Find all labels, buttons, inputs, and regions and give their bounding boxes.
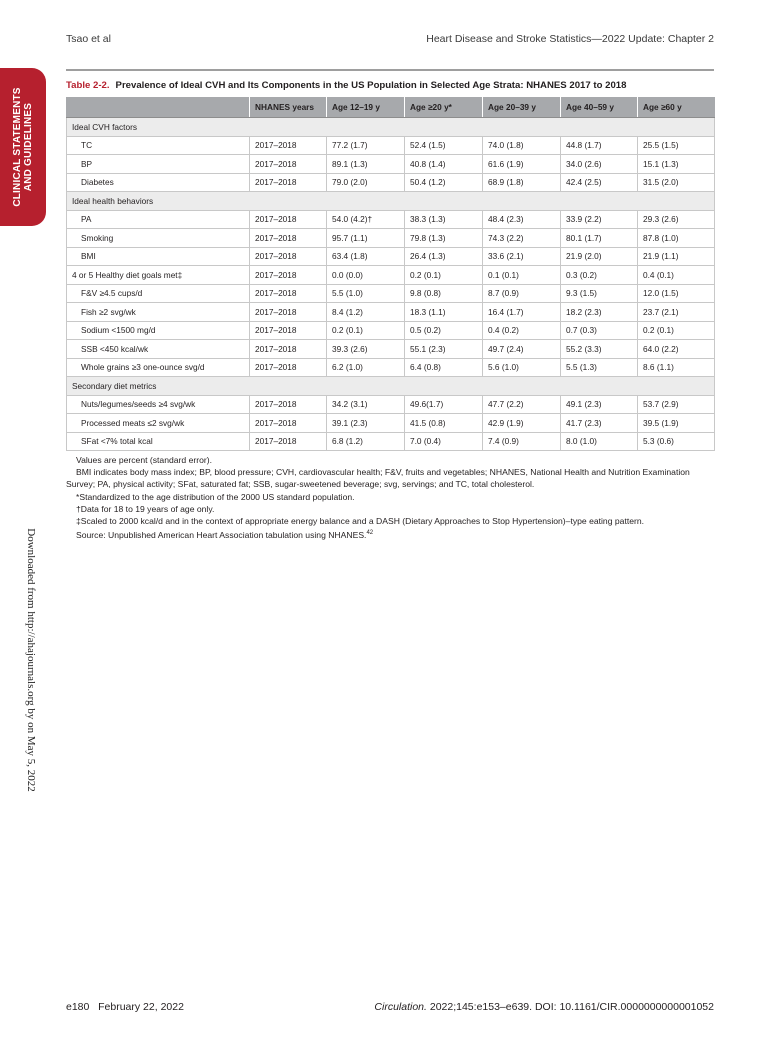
table-row-ssb	[67, 340, 715, 359]
cell-age-60-plus: 87.8 (1.0)	[638, 229, 715, 248]
table-title: Prevalence of Ideal CVH and Its Components in the US Population in Selected Age Strata: NHANES 2017 to 2018	[115, 80, 627, 91]
cell-age-12-19: 79.0 (2.0)	[327, 173, 405, 192]
page-footer-right	[374, 1001, 714, 1013]
row-label: 4 or 5 Healthy diet goals met‡	[67, 266, 250, 285]
footnote-scaled: ‡Scaled to 2000 kcal/d and in the context of appropriate energy balance and a DASH (Dietary Approaches to Stop Hypertension)–type eating pattern.	[76, 516, 645, 527]
table-row-nuts	[67, 395, 715, 414]
cell-age-20-plus: 50.4 (1.2)	[405, 173, 483, 192]
table-row-fish	[67, 303, 715, 322]
cell-age-60-plus: 23.7 (2.1)	[638, 303, 715, 322]
table-label: Table 2-2.	[66, 80, 110, 91]
citation: 2022;145:e153–e639. DOI: 10.1161/CIR.0000000000001052	[426, 1001, 714, 1013]
cell-years: 2017–2018	[250, 432, 327, 451]
cell-years: 2017–2018	[250, 321, 327, 340]
cell-age-20-39: 74.3 (2.2)	[483, 229, 561, 248]
cell-age-60-plus: 0.2 (0.1)	[638, 321, 715, 340]
cell-age-12-19: 5.5 (1.0)	[327, 284, 405, 303]
cell-age-12-19: 8.4 (1.2)	[327, 303, 405, 322]
row-label: TC	[67, 136, 250, 155]
cell-years: 2017–2018	[250, 210, 327, 229]
cell-years: 2017–2018	[250, 247, 327, 266]
cell-age-20-plus: 7.0 (0.4)	[405, 432, 483, 451]
table-row-tc	[67, 136, 715, 155]
cell-age-60-plus: 21.9 (1.1)	[638, 247, 715, 266]
cell-age-40-59: 9.3 (1.5)	[561, 284, 638, 303]
cell-age-40-59: 42.4 (2.5)	[561, 173, 638, 192]
table-row-whole-grains	[67, 358, 715, 377]
footnote-source	[66, 527, 716, 541]
cell-age-12-19: 89.1 (1.3)	[327, 155, 405, 174]
cell-age-12-19: 54.0 (4.2)†	[327, 210, 405, 229]
row-label: SFat <7% total kcal	[67, 432, 250, 451]
cell-age-40-59: 80.1 (1.7)	[561, 229, 638, 248]
table-caption	[66, 71, 714, 97]
cell-age-60-plus: 29.3 (2.6)	[638, 210, 715, 229]
cell-years: 2017–2018	[250, 284, 327, 303]
row-label: BMI	[67, 247, 250, 266]
cell-age-12-19: 0.0 (0.0)	[327, 266, 405, 285]
cell-age-20-plus: 49.6(1.7)	[405, 395, 483, 414]
cell-age-12-19: 34.2 (3.1)	[327, 395, 405, 414]
footnote-age-data: †Data for 18 to 19 years of age only.	[76, 503, 215, 514]
footnote-standardized: *Standardized to the age distribution of the 2000 US standard population.	[76, 491, 355, 502]
cell-age-20-plus: 18.3 (1.1)	[405, 303, 483, 322]
cell-age-20-plus: 0.2 (0.1)	[405, 266, 483, 285]
header-cell-age-60-plus: Age ≥60 y	[638, 97, 715, 118]
cell-age-20-39: 42.9 (1.9)	[483, 414, 561, 433]
cell-age-60-plus: 15.1 (1.3)	[638, 155, 715, 174]
cell-age-40-59: 44.8 (1.7)	[561, 136, 638, 155]
cell-age-12-19: 77.2 (1.7)	[327, 136, 405, 155]
cell-age-20-39: 7.4 (0.9)	[483, 432, 561, 451]
table-row-smoking	[67, 229, 715, 248]
header-cell-age-12-19: Age 12–19 y	[327, 97, 405, 118]
cell-age-60-plus: 53.7 (2.9)	[638, 395, 715, 414]
cvh-prevalence-table	[66, 97, 715, 451]
cell-age-60-plus: 64.0 (2.2)	[638, 340, 715, 359]
cell-age-60-plus: 31.5 (2.0)	[638, 173, 715, 192]
section-label: Ideal CVH factors	[67, 118, 715, 137]
section-row-health-behaviors	[67, 192, 715, 211]
row-label: BP	[67, 155, 250, 174]
cell-age-40-59: 0.7 (0.3)	[561, 321, 638, 340]
header-cell-age-20-39: Age 20–39 y	[483, 97, 561, 118]
cell-age-20-plus: 40.8 (1.4)	[405, 155, 483, 174]
row-label: Processed meats ≤2 svg/wk	[67, 414, 250, 433]
row-label: Nuts/legumes/seeds ≥4 svg/wk	[67, 395, 250, 414]
cell-age-12-19: 0.2 (0.1)	[327, 321, 405, 340]
row-label: PA	[67, 210, 250, 229]
row-label: Whole grains ≥3 one-ounce svg/d	[67, 358, 250, 377]
cell-age-40-59: 8.0 (1.0)	[561, 432, 638, 451]
header-cell-nhanes-years: NHANES years	[250, 97, 327, 118]
table-container	[66, 69, 714, 451]
table-row-sodium	[67, 321, 715, 340]
row-label: SSB <450 kcal/wk	[67, 340, 250, 359]
cell-age-20-plus: 26.4 (1.3)	[405, 247, 483, 266]
cell-years: 2017–2018	[250, 173, 327, 192]
table-row-bmi	[67, 247, 715, 266]
header-cell-blank	[67, 97, 250, 118]
cell-age-20-39: 0.1 (0.1)	[483, 266, 561, 285]
cell-age-20-39: 16.4 (1.7)	[483, 303, 561, 322]
footnote-source-ref: 42	[366, 530, 374, 537]
cell-age-20-plus: 79.8 (1.3)	[405, 229, 483, 248]
cell-age-60-plus: 5.3 (0.6)	[638, 432, 715, 451]
row-label: Sodium <1500 mg/d	[67, 321, 250, 340]
cell-age-12-19: 95.7 (1.1)	[327, 229, 405, 248]
cell-age-12-19: 63.4 (1.8)	[327, 247, 405, 266]
cell-age-60-plus: 25.5 (1.5)	[638, 136, 715, 155]
header-cell-age-20-plus: Age ≥20 y*	[405, 97, 483, 118]
cell-age-12-19: 6.2 (1.0)	[327, 358, 405, 377]
cell-age-20-39: 33.6 (2.1)	[483, 247, 561, 266]
footnote-values: Values are percent (standard error).	[76, 455, 212, 465]
cell-years: 2017–2018	[250, 136, 327, 155]
header-cell-age-40-59: Age 40–59 y	[561, 97, 638, 118]
cell-age-40-59: 18.2 (2.3)	[561, 303, 638, 322]
cell-years: 2017–2018	[250, 340, 327, 359]
cell-years: 2017–2018	[250, 155, 327, 174]
table-row-processed-meats	[67, 414, 715, 433]
cell-age-20-39: 74.0 (1.8)	[483, 136, 561, 155]
table-footnotes	[66, 454, 716, 541]
section-label: Secondary diet metrics	[67, 377, 715, 396]
section-label: Ideal health behaviors	[67, 192, 715, 211]
cell-age-40-59: 5.5 (1.3)	[561, 358, 638, 377]
footnote-source-text: Source: Unpublished American Heart Association tabulation using NHANES.	[76, 530, 367, 541]
cell-years: 2017–2018	[250, 358, 327, 377]
running-head-title: Heart Disease and Stroke Statistics—2022 Update: Chapter 2	[426, 33, 714, 45]
cell-age-20-39: 8.7 (0.9)	[483, 284, 561, 303]
cell-age-40-59: 55.2 (3.3)	[561, 340, 638, 359]
cell-age-12-19: 6.8 (1.2)	[327, 432, 405, 451]
cell-age-40-59: 21.9 (2.0)	[561, 247, 638, 266]
journal-name: Circulation.	[374, 1001, 427, 1013]
cell-age-20-plus: 9.8 (0.8)	[405, 284, 483, 303]
table-row-fv	[67, 284, 715, 303]
cell-age-60-plus: 12.0 (1.5)	[638, 284, 715, 303]
table-row-diabetes	[67, 173, 715, 192]
side-tab-line-1: CLINICAL STATEMENTS	[12, 87, 23, 207]
table-header-row	[67, 97, 715, 118]
cell-age-20-plus: 55.1 (2.3)	[405, 340, 483, 359]
cell-age-20-39: 5.6 (1.0)	[483, 358, 561, 377]
cell-age-40-59: 34.0 (2.6)	[561, 155, 638, 174]
cell-age-20-39: 0.4 (0.2)	[483, 321, 561, 340]
table-row-sfat	[67, 432, 715, 451]
cell-age-20-plus: 38.3 (1.3)	[405, 210, 483, 229]
publication-date: February 22, 2022	[98, 1001, 184, 1013]
running-head-author: Tsao et al	[66, 33, 111, 45]
download-watermark: Downloaded from http://ahajournals.org by on May 5, 2022	[25, 528, 37, 792]
cell-age-12-19: 39.3 (2.6)	[327, 340, 405, 359]
cell-age-40-59: 41.7 (2.3)	[561, 414, 638, 433]
cell-age-40-59: 0.3 (0.2)	[561, 266, 638, 285]
cell-age-60-plus: 39.5 (1.9)	[638, 414, 715, 433]
cell-age-20-plus: 0.5 (0.2)	[405, 321, 483, 340]
cell-age-20-39: 49.7 (2.4)	[483, 340, 561, 359]
cell-age-40-59: 49.1 (2.3)	[561, 395, 638, 414]
row-label: Smoking	[67, 229, 250, 248]
cell-years: 2017–2018	[250, 414, 327, 433]
clinical-statements-tab	[0, 68, 46, 226]
cell-age-60-plus: 0.4 (0.1)	[638, 266, 715, 285]
side-tab-text	[12, 87, 34, 206]
cell-age-20-39: 48.4 (2.3)	[483, 210, 561, 229]
cell-age-20-plus: 41.5 (0.8)	[405, 414, 483, 433]
row-label: F&V ≥4.5 cups/d	[67, 284, 250, 303]
side-tab-line-2: AND GUIDELINES	[23, 102, 34, 192]
table-row-diet-goals	[67, 266, 715, 285]
cell-years: 2017–2018	[250, 395, 327, 414]
cell-age-20-plus: 6.4 (0.8)	[405, 358, 483, 377]
footnote-abbreviations: BMI indicates body mass index; BP, blood pressure; CVH, cardiovascular health; F&V, fruits and vegetables; NHANES, National Health and Nutrition Examination Survey; PA, physical activity; SFat, saturated fat; SSB, sugar-sweetened beverage; svg, servings; and TC, total cholesterol.	[66, 467, 690, 490]
section-row-ideal-cvh	[67, 118, 715, 137]
cell-age-20-39: 47.7 (2.2)	[483, 395, 561, 414]
row-label: Diabetes	[67, 173, 250, 192]
cell-years: 2017–2018	[250, 303, 327, 322]
page-footer-left	[66, 1001, 184, 1013]
cell-years: 2017–2018	[250, 266, 327, 285]
cell-age-20-39: 68.9 (1.8)	[483, 173, 561, 192]
cell-age-60-plus: 8.6 (1.1)	[638, 358, 715, 377]
cell-years: 2017–2018	[250, 229, 327, 248]
table-row-pa	[67, 210, 715, 229]
page-number: e180	[66, 1001, 90, 1013]
table-row-bp	[67, 155, 715, 174]
cell-age-20-39: 61.6 (1.9)	[483, 155, 561, 174]
cell-age-12-19: 39.1 (2.3)	[327, 414, 405, 433]
section-row-secondary-diet	[67, 377, 715, 396]
cell-age-40-59: 33.9 (2.2)	[561, 210, 638, 229]
cell-age-20-plus: 52.4 (1.5)	[405, 136, 483, 155]
row-label: Fish ≥2 svg/wk	[67, 303, 250, 322]
